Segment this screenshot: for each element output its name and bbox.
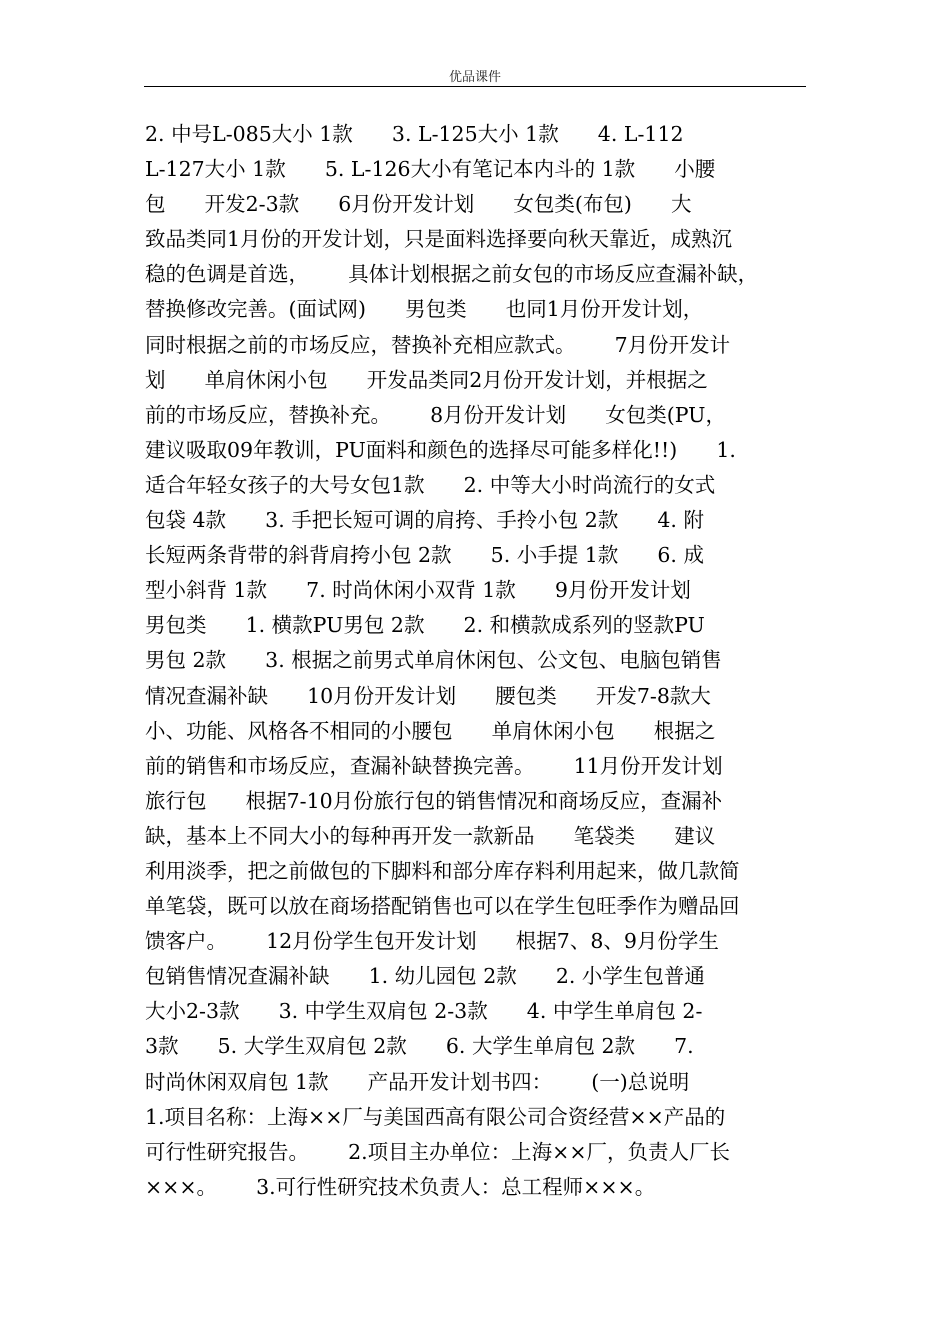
text-line: 单笔袋，既可以放在商场搭配销售也可以在学生包旺季作为赠品回: [145, 894, 740, 919]
text-line: 包 开发2-3款 6月份开发计划 女包类(布包) 大: [145, 192, 692, 217]
text-line: 时尚休闲双肩包 1款 产品开发计划书四： (一)总说明: [145, 1069, 690, 1094]
text-line: 大小2-3款 3. 中学生双肩包 2-3款 4. 中学生单肩包 2-: [145, 999, 703, 1024]
text-line: L-127大小 1款 5. L-126大小有笔记本内斗的 1款 小腰: [145, 157, 716, 182]
text-line: 包袋 4款 3. 手把长短可调的肩挎、手拎小包 2款 4. 附: [145, 508, 704, 533]
text-line: 替换修改完善。(面试网) 男包类 也同1月份开发计划，: [145, 297, 704, 322]
text-line: 建议吸取09年教训，PU面料和颜色的选择尽可能多样化!!) 1.: [145, 437, 736, 462]
text-line: 划 单肩休闲小包 开发品类同2月份开发计划，并根据之: [145, 367, 708, 392]
text-line: 长短两条背带的斜背肩挎小包 2款 5. 小手提 1款 6. 成: [145, 543, 704, 568]
text-line: 男包 2款 3. 根据之前男式单肩休闲包、公文包、电脑包销售: [145, 648, 722, 673]
text-line: 可行性研究报告。 2.项目主办单位：上海××厂，负责人厂长: [145, 1139, 731, 1164]
text-line: 男包类 1. 横款PU男包 2款 2. 和横款成系列的竖款PU: [145, 613, 705, 638]
text-line: 前的市场反应，替换补充。 8月份开发计划 女包类(PU，: [145, 402, 726, 427]
text-line: 前的销售和市场反应，查漏补缺替换完善。 11月份开发计划: [145, 753, 723, 778]
text-line: 馈客户。 12月份学生包开发计划 根据7、8、9月份学生: [145, 929, 719, 954]
text-line: 稳的色调是首选， 具体计划根据之前女包的市场反应查漏补缺，: [145, 262, 759, 287]
header-divider: [144, 86, 806, 87]
text-line: 同时根据之前的市场反应，替换补充相应款式。 7月份开发计: [145, 332, 731, 357]
text-line: 1.项目名称：上海××厂与美国西高有限公司合资经营××产品的: [145, 1104, 726, 1129]
text-line: 旅行包 根据7-10月份旅行包的销售情况和商场反应，查漏补: [145, 788, 723, 813]
text-line: 包销售情况查漏补缺 1. 幼儿园包 2款 2. 小学生包普通: [145, 964, 705, 989]
document-body: [145, 117, 807, 1205]
text-line: 情况查漏补缺 10月份开发计划 腰包类 开发7-8款大: [145, 683, 711, 708]
text-line: 缺，基本上不同大小的每种再开发一款新品 笔袋类 建议: [145, 823, 716, 848]
text-line: 2. 中号L-085大小 1款 3. L-125大小 1款 4. L-112: [145, 122, 684, 146]
text-line: 致品类同1月份的开发计划，只是面料选择要向秋天靠近，成熟沉: [145, 227, 733, 252]
text-line: 利用淡季，把之前做包的下脚料和部分库存料利用起来，做几款简: [145, 858, 740, 883]
text-line: 适合年轻女孩子的大号女包1款 2. 中等大小时尚流行的女式: [145, 472, 716, 497]
text-line: 3款 5. 大学生双肩包 2款 6. 大学生单肩包 2款 7.: [145, 1034, 694, 1059]
text-line: 型小斜背 1款 7. 时尚休闲小双背 1款 9月份开发计划: [145, 578, 691, 603]
text-line: ×××。 3.可行性研究技术负责人：总工程师×××。: [145, 1174, 656, 1199]
page-header: 优品课件: [448, 70, 501, 85]
text-line: 小、功能、风格各不相同的小腰包 单肩休闲小包 根据之: [145, 718, 716, 743]
